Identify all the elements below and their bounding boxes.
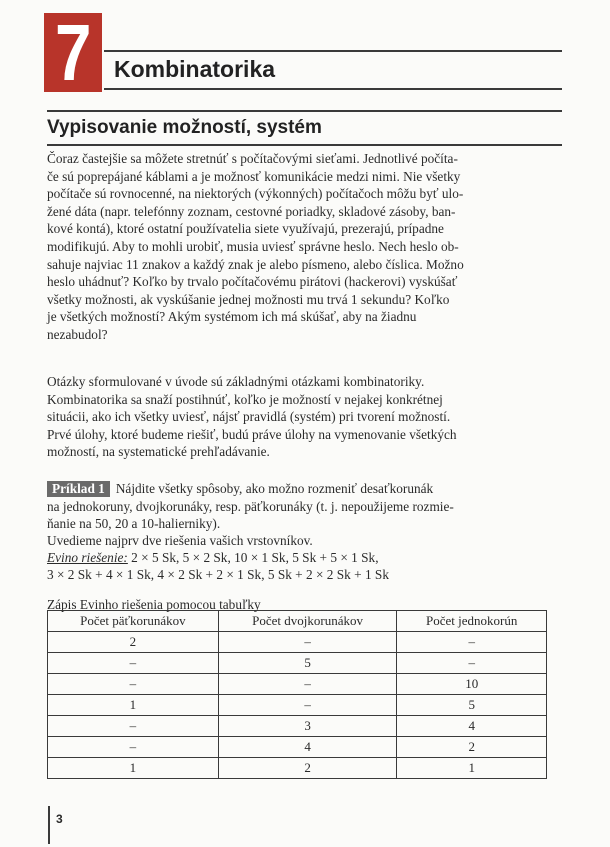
table-row (48, 716, 547, 737)
chapter-number: 7 (54, 7, 92, 97)
section-rule-top (47, 110, 562, 112)
table-cell: – (48, 737, 219, 758)
page-number-rule (48, 806, 50, 844)
table-row (48, 674, 547, 695)
example-line-2: na jednokoruny, dvojkorunáky, resp. päťkorunáky (t. j. nepoužijeme rozmie- (47, 499, 454, 514)
text-line: modifikujú. Aby to mohli urobiť, musia uviesť správne heslo. Nech heslo ob- (47, 238, 459, 254)
table-row (48, 632, 547, 653)
table-cell: 1 (48, 695, 219, 716)
page-number: 3 (56, 812, 63, 826)
text-line: situácii, ako ich všetky uviesť, nájsť pravidlá (systém) pri tvorení možností. (47, 409, 451, 425)
text-line: Prvé úlohy, ktoré budeme riešiť, budú práve úlohy na vymenovanie všetkých (47, 426, 457, 442)
table-cell: – (48, 653, 219, 674)
chapter-title-rule-bottom (104, 88, 562, 90)
table-cell: – (218, 674, 397, 695)
table-cell: 1 (397, 758, 547, 779)
text-line: kové kontá), ktoré ostatní používatelia siete využívajú, prezerajú, prípadne (47, 221, 444, 237)
example-line-4: Uvedieme najprv dve riešenia vašich vrstovníkov. (47, 533, 313, 548)
section-rule-bottom (47, 144, 562, 146)
chapter-title-rule-top (104, 50, 562, 52)
table-cell: – (218, 695, 397, 716)
table-header-row (48, 611, 547, 632)
table-cell: – (397, 632, 547, 653)
table-row (48, 653, 547, 674)
table-cell: 2 (397, 737, 547, 758)
evino-solution-values: 2 × 5 Sk, 5 × 2 Sk, 10 × 1 Sk, 5 Sk + 5 × 1 Sk, (127, 550, 379, 565)
text-line: možností, na systematické prehľadávanie. (47, 444, 270, 460)
evino-solution-label: Evino riešenie: (47, 550, 128, 565)
table-cell: 2 (48, 632, 219, 653)
text-line: če sú poprepájané káblami a je možnosť komunikácie medzi nimi. Nie všetky (47, 168, 461, 184)
table-cell: 1 (48, 758, 219, 779)
table-cell: – (397, 653, 547, 674)
text-line: všetky možnosti, ak vyskúšanie jednej možnosti mu trvá 1 sekundu? Koľko (47, 291, 450, 307)
example-line-1 (47, 481, 433, 497)
table-cell: 5 (397, 695, 547, 716)
column-header: Počet jednokorún (397, 611, 547, 632)
text-line: Kombinatorika sa snaží postihnúť, koľko je možností v nejakej konkrétnej (47, 391, 443, 407)
table-cell: 5 (218, 653, 397, 674)
table-cell: 4 (218, 737, 397, 758)
solution-table (47, 610, 547, 779)
column-header: Počet dvojkorunákov (218, 611, 397, 632)
evino-solution-line-1 (47, 550, 379, 566)
text-line: heslo uhádnuť? Koľko by trvalo počítačovému pirátovi (hackerovi) vyskúšať (47, 274, 458, 290)
text-line: počítače sú rovnocenné, na niektorých (výkonných) počítačoch môžu byť ulo- (47, 186, 464, 202)
column-header: Počet päťkorunákov (48, 611, 219, 632)
table-row (48, 695, 547, 716)
table-cell: – (218, 632, 397, 653)
text-line: žené dáta (napr. telefónny zoznam, cestovné poriadky, skladové zásoby, ban- (47, 203, 456, 219)
chapter-number-box (44, 7, 102, 97)
table-cell: – (48, 674, 219, 695)
text-line: sahuje najviac 11 znakov a každý znak je alebo písmeno, alebo číslica. Možno (47, 256, 464, 272)
section-title: Vypisovanie možností, systém (47, 117, 322, 138)
table-cell: 4 (397, 716, 547, 737)
intro-paragraph (47, 150, 569, 344)
evino-solution-line-2: 3 × 2 Sk + 4 × 1 Sk, 4 × 2 Sk + 2 × 1 Sk, 5 Sk + 2 × 2 Sk + 1 Sk (47, 567, 389, 582)
table-cell: – (48, 716, 219, 737)
table-row (48, 758, 547, 779)
table-cell: 2 (218, 758, 397, 779)
text-line: je všetkých možností? Akým systémom ich má skúšať, aby na žiadnu (47, 309, 417, 325)
text-line: nezabudol? (47, 326, 108, 342)
text-line: Otázky sformulované v úvode sú základnými otázkami kombinatoriky. (47, 374, 425, 389)
kombinatorika-paragraph (47, 373, 569, 461)
chapter-title: Kombinatorika (114, 56, 276, 82)
table-cell: 10 (397, 674, 547, 695)
example-text: Nájdite všetky spôsoby, ako možno rozmeniť desaťkorunák (115, 481, 434, 496)
table-cell: 3 (218, 716, 397, 737)
example-line-3: ňanie na 50, 20 a 10-halierniky). (47, 516, 221, 531)
example-label: Príklad 1 (47, 481, 110, 497)
table-caption: Zápis Evinho riešenia pomocou tabuľky (47, 597, 261, 612)
table-row (48, 737, 547, 758)
text-line: Čoraz častejšie sa môžete stretnúť s počítačovými sieťami. Jednotlivé počíta- (47, 151, 458, 166)
